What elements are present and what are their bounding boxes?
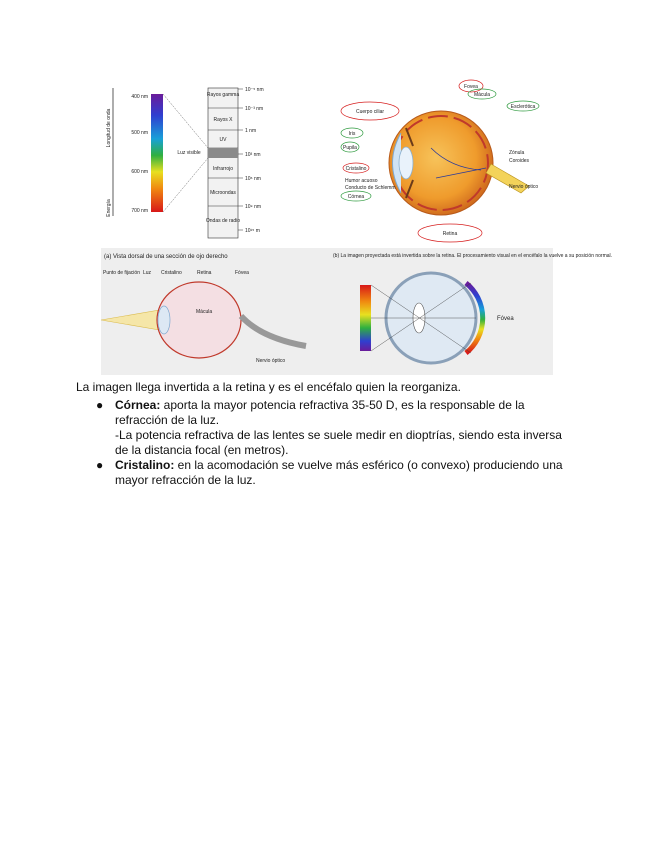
spectrum-bands — [206, 88, 240, 238]
svg-text:Cristalino: Cristalino — [161, 270, 182, 276]
panel-b-fovea-label: Fóvea — [497, 316, 514, 322]
label-iris: Iris — [348, 131, 356, 137]
eye-anatomy-diagram — [341, 80, 539, 242]
bullet-lens — [76, 458, 576, 488]
label-sclera: Esclerótica — [510, 104, 536, 110]
svg-text:700 nm: 700 nm — [131, 208, 148, 214]
note-diopters: -La potencia refractiva de las lentes se suele medir en dioptrías, siendo esta inversa de la distancia focal (en metros). — [115, 428, 562, 457]
svg-text:400 nm: 400 nm — [131, 94, 148, 100]
bullet-icon: ● — [96, 458, 104, 472]
intro-text: La imagen llega invertida a la retina y es el encéfalo quien la reorganiza. — [76, 380, 461, 394]
svg-text:10⁻⁵ nm: 10⁻⁵ nm — [245, 87, 264, 93]
svg-text:10³ nm: 10³ nm — [245, 152, 261, 158]
eye-figure — [101, 78, 613, 375]
bullet-icon: ● — [96, 398, 104, 412]
label-lens: Cristalino — [345, 166, 367, 172]
desc-lens: en la acomodación se vuelve más esférico (o convexo) produciendo una mayor refracción de la luz. — [115, 458, 563, 487]
label-macula: Mácula — [473, 92, 491, 98]
label-optic-nerve: Nervio óptico — [509, 184, 539, 190]
svg-text:Nervio óptico: Nervio óptico — [256, 358, 286, 364]
label-ciliary-body: Cuerpo ciliar — [355, 109, 385, 115]
svg-text:Ondas de radio: Ondas de radio — [205, 218, 241, 224]
desc-cornea: aporta la mayor potencia refractiva 35-50 D, es la responsable de la refracción de la luz. — [115, 398, 525, 427]
spectrum-ticks — [238, 87, 264, 234]
label-retina: Retina — [442, 231, 458, 237]
svg-text:Mácula: Mácula — [196, 309, 213, 315]
label-aqueous-humor: Humor acuoso — [345, 178, 378, 184]
label-choroid: Coroides — [509, 158, 530, 164]
visible-spectrum-bar — [151, 94, 163, 212]
svg-text:Microondas: Microondas — [210, 190, 236, 196]
bullet-list — [76, 398, 576, 488]
wavelength-axis-label: Longitud de onda — [106, 108, 112, 148]
svg-text:Retina: Retina — [197, 270, 212, 276]
spectrum-diagram — [106, 87, 264, 238]
svg-text:UV: UV — [219, 137, 227, 143]
svg-text:Luz: Luz — [143, 270, 152, 276]
object-image-bar — [360, 285, 371, 351]
label-cornea: Córnea — [347, 194, 365, 200]
svg-text:10⁻³ nm: 10⁻³ nm — [245, 106, 264, 112]
term-lens: Cristalino: — [115, 458, 175, 472]
panel-b-caption: (b) La imagen proyectada está invertida sobre la retina. El procesamiento visual en el encéfalo la vuelve a su posición normal. — [333, 253, 613, 259]
svg-text:10¹⁵ m: 10¹⁵ m — [245, 228, 260, 234]
label-zonule: Zónula — [509, 150, 525, 156]
svg-text:10⁹ nm: 10⁹ nm — [245, 204, 262, 210]
visible-light-label: Luz visible — [177, 150, 201, 156]
svg-text:Infrarrojo: Infrarrojo — [212, 166, 234, 172]
text-block — [76, 380, 576, 488]
svg-text:Rayos gamma: Rayos gamma — [206, 92, 240, 98]
svg-text:10⁶ nm: 10⁶ nm — [245, 176, 261, 182]
svg-text:500 nm: 500 nm — [131, 130, 148, 136]
panel-a-caption: (a) Vista dorsal de una sección de ojo derecho — [104, 254, 228, 260]
label-fovea: Fovea — [464, 84, 478, 90]
svg-text:1 nm: 1 nm — [245, 128, 257, 134]
svg-text:Rayos X: Rayos X — [213, 117, 233, 123]
label-schlemm-canal: Conducto de Schlemm — [345, 185, 396, 191]
term-cornea: Córnea: — [115, 398, 161, 412]
bullet-cornea — [76, 398, 576, 458]
label-pupil: Pupila — [343, 145, 357, 151]
svg-text:Punto de fijación: Punto de fijación — [103, 270, 140, 276]
svg-text:600 nm: 600 nm — [131, 169, 148, 175]
svg-text:Fóvea: Fóvea — [235, 270, 249, 276]
energy-axis-label: Energía — [106, 199, 112, 217]
